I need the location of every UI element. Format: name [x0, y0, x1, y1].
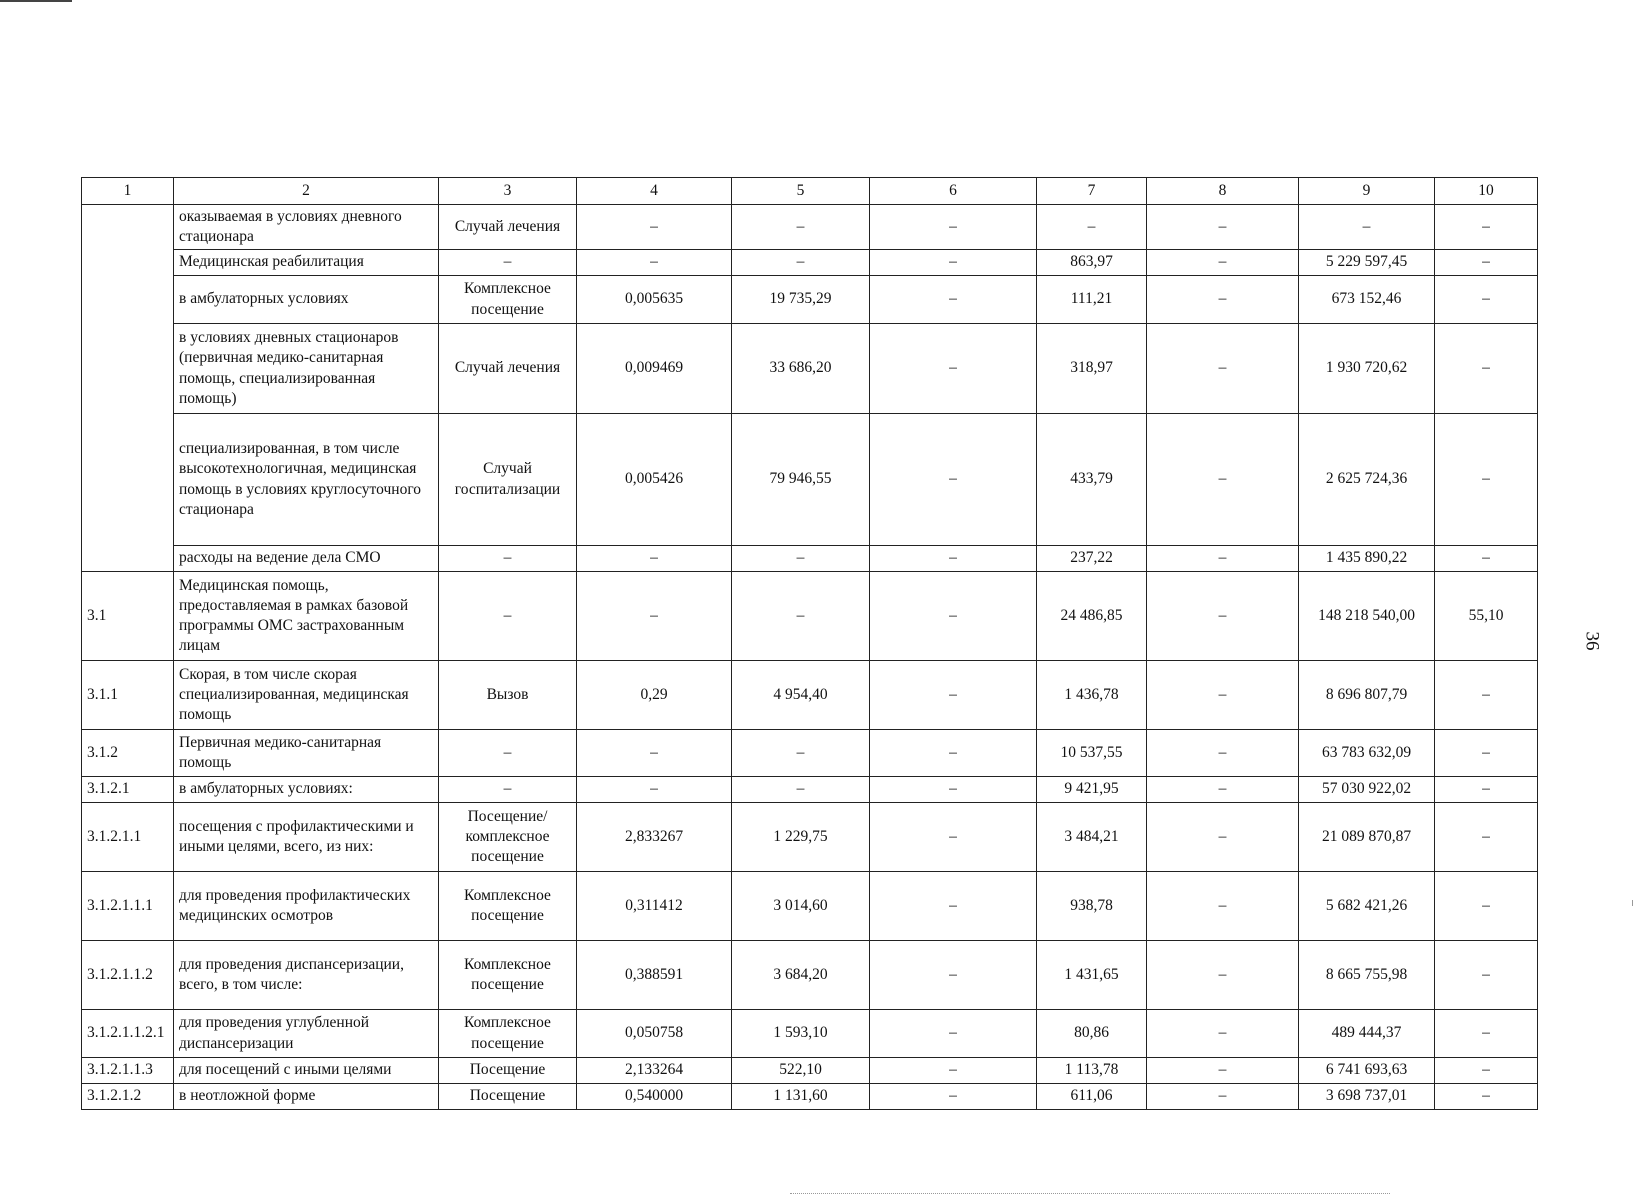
row-value: – — [1435, 803, 1538, 872]
header-cell: 9 — [1299, 178, 1435, 205]
row-value: – — [732, 777, 870, 803]
row-value: – — [870, 546, 1037, 572]
row-value: – — [1435, 205, 1538, 250]
row-value: 0,050758 — [577, 1010, 732, 1058]
table-row — [82, 1084, 1538, 1110]
row-value: 148 218 540,00 — [1299, 572, 1435, 661]
row-value: – — [870, 1010, 1037, 1058]
row-value: – — [870, 803, 1037, 872]
row-value: – — [1147, 324, 1299, 414]
row-code: 3.1.2.1.1.2 — [82, 941, 174, 1010]
row-value: 0,005426 — [577, 414, 732, 546]
row-value: – — [1435, 872, 1538, 941]
page-number: 36 — [1581, 631, 1603, 651]
row-value: 4 954,40 — [732, 661, 870, 730]
table-row — [82, 414, 1538, 546]
row-value: – — [870, 1058, 1037, 1084]
row-value: – — [1037, 205, 1147, 250]
row-code: 3.1 — [82, 572, 174, 661]
row-value: 5 682 421,26 — [1299, 872, 1435, 941]
row-value: – — [870, 1084, 1037, 1110]
row-value: – — [870, 324, 1037, 414]
row-value: – — [870, 414, 1037, 546]
row-value: 8 696 807,79 — [1299, 661, 1435, 730]
table-row — [82, 324, 1538, 414]
row-value: – — [577, 777, 732, 803]
row-unit: Вызов — [439, 661, 577, 730]
row-value: 2,833267 — [577, 803, 732, 872]
table-row — [82, 250, 1538, 276]
row-value: – — [1435, 941, 1538, 1010]
row-code: 3.1.2.1.2 — [82, 1084, 174, 1110]
row-name: для проведения углубленной диспансеризации — [174, 1010, 439, 1058]
row-value: 3 484,21 — [1037, 803, 1147, 872]
row-code: 3.1.2 — [82, 730, 174, 777]
row-value: 2 625 724,36 — [1299, 414, 1435, 546]
row-value: 63 783 632,09 — [1299, 730, 1435, 777]
row-value: 33 686,20 — [732, 324, 870, 414]
row-value: 80,86 — [1037, 1010, 1147, 1058]
row-value: 237,22 — [1037, 546, 1147, 572]
top-rule — [0, 0, 72, 2]
header-cell: 2 — [174, 178, 439, 205]
header-cell: 1 — [82, 178, 174, 205]
row-name: в амбулаторных условиях: — [174, 777, 439, 803]
row-name: оказываемая в условиях дневного стационара — [174, 205, 439, 250]
row-value: – — [577, 572, 732, 661]
row-value: – — [1147, 572, 1299, 661]
row-value: 1 113,78 — [1037, 1058, 1147, 1084]
row-value: 489 444,37 — [1299, 1010, 1435, 1058]
row-value: 863,97 — [1037, 250, 1147, 276]
row-value: – — [1435, 546, 1538, 572]
row-value: 57 030 922,02 — [1299, 777, 1435, 803]
row-value: 1 930 720,62 — [1299, 324, 1435, 414]
header-row — [82, 178, 1538, 205]
row-code: 3.1.2.1.1 — [82, 803, 174, 872]
row-value: 611,06 — [1037, 1084, 1147, 1110]
margin-mark — [1632, 900, 1633, 906]
row-value: 1 593,10 — [732, 1010, 870, 1058]
row-value: – — [1147, 250, 1299, 276]
row-value: 0,388591 — [577, 941, 732, 1010]
row-value: 1 431,65 — [1037, 941, 1147, 1010]
row-value: – — [870, 276, 1037, 324]
row-value: 522,10 — [732, 1058, 870, 1084]
row-name: для проведения профилактических медицинских осмотров — [174, 872, 439, 941]
row-value: 10 537,55 — [1037, 730, 1147, 777]
header-cell: 8 — [1147, 178, 1299, 205]
row-value: – — [1147, 1084, 1299, 1110]
row-value: – — [577, 546, 732, 572]
row-value: – — [1299, 205, 1435, 250]
row-value: – — [1435, 1058, 1538, 1084]
row-value: – — [1435, 276, 1538, 324]
row-value: 0,540000 — [577, 1084, 732, 1110]
row-value: – — [1147, 276, 1299, 324]
row-value: – — [1435, 414, 1538, 546]
row-value: 8 665 755,98 — [1299, 941, 1435, 1010]
row-unit: Посещение — [439, 1084, 577, 1110]
row-value: – — [732, 205, 870, 250]
header-cell: 5 — [732, 178, 870, 205]
row-value: 3 698 737,01 — [1299, 1084, 1435, 1110]
row-value: – — [870, 205, 1037, 250]
row-value: – — [1147, 941, 1299, 1010]
row-unit: Посещение/ комплексное посещение — [439, 803, 577, 872]
row-value: 0,009469 — [577, 324, 732, 414]
row-value: – — [1435, 1010, 1538, 1058]
table-row — [82, 941, 1538, 1010]
row-unit: Случай лечения — [439, 324, 577, 414]
table-row — [82, 872, 1538, 941]
row-name: для проведения диспансеризации, всего, в том числе: — [174, 941, 439, 1010]
table-row — [82, 661, 1538, 730]
row-name: в амбулаторных условиях — [174, 276, 439, 324]
row-value: – — [870, 572, 1037, 661]
row-code: 3.1.2.1.1.1 — [82, 872, 174, 941]
row-value: 1 131,60 — [732, 1084, 870, 1110]
row-unit: Комплексное посещение — [439, 941, 577, 1010]
row-name: посещения с профилактическими и иными целями, всего, из них: — [174, 803, 439, 872]
row-value: – — [1147, 872, 1299, 941]
header-cell: 6 — [870, 178, 1037, 205]
row-value: 9 421,95 — [1037, 777, 1147, 803]
row-value: – — [577, 250, 732, 276]
row-unit: – — [439, 730, 577, 777]
row-name: в условиях дневных стационаров (первичная медико-санитарная помощь, специализированная помощь) — [174, 324, 439, 414]
row-value: 3 684,20 — [732, 941, 870, 1010]
table-row — [82, 1010, 1538, 1058]
row-value: – — [1147, 777, 1299, 803]
row-code: 3.1.2.1 — [82, 777, 174, 803]
table-row — [82, 546, 1538, 572]
row-value: 55,10 — [1435, 572, 1538, 661]
row-value: – — [1147, 730, 1299, 777]
scan-artifact — [790, 1193, 1390, 1196]
row-value: 1 435 890,22 — [1299, 546, 1435, 572]
row-value: – — [870, 730, 1037, 777]
table-row — [82, 276, 1538, 324]
row-value: – — [1435, 250, 1538, 276]
header-cell: 3 — [439, 178, 577, 205]
row-unit: – — [439, 250, 577, 276]
row-unit: Комплексное посещение — [439, 872, 577, 941]
row-value: – — [1435, 324, 1538, 414]
row-unit: Комплексное посещение — [439, 1010, 577, 1058]
row-value: – — [870, 250, 1037, 276]
row-value: – — [1147, 803, 1299, 872]
row-name: для посещений с иными целями — [174, 1058, 439, 1084]
table-row — [82, 730, 1538, 777]
table-row — [82, 572, 1538, 661]
row-value: – — [1147, 1058, 1299, 1084]
row-value: 318,97 — [1037, 324, 1147, 414]
row-value: – — [1147, 661, 1299, 730]
row-value: 433,79 — [1037, 414, 1147, 546]
header-cell: 7 — [1037, 178, 1147, 205]
row-value: – — [732, 572, 870, 661]
row-value: – — [1147, 1010, 1299, 1058]
row-code — [82, 205, 174, 572]
row-unit: Случай лечения — [439, 205, 577, 250]
row-value: – — [1147, 546, 1299, 572]
header-cell: 10 — [1435, 178, 1538, 205]
row-value: 1 436,78 — [1037, 661, 1147, 730]
row-value: – — [732, 730, 870, 777]
row-name: расходы на ведение дела СМО — [174, 546, 439, 572]
row-name: Первичная медико-санитарная помощь — [174, 730, 439, 777]
row-value: 6 741 693,63 — [1299, 1058, 1435, 1084]
row-value: 24 486,85 — [1037, 572, 1147, 661]
row-value: 673 152,46 — [1299, 276, 1435, 324]
row-value: – — [1435, 1084, 1538, 1110]
row-unit: – — [439, 546, 577, 572]
row-name: Скорая, в том числе скорая специализированная, медицинская помощь — [174, 661, 439, 730]
row-value: 0,005635 — [577, 276, 732, 324]
row-unit: Посещение — [439, 1058, 577, 1084]
row-value: 0,311412 — [577, 872, 732, 941]
row-value: 5 229 597,45 — [1299, 250, 1435, 276]
row-name: Медицинская реабилитация — [174, 250, 439, 276]
row-value: – — [577, 205, 732, 250]
row-value: 938,78 — [1037, 872, 1147, 941]
row-value: 3 014,60 — [732, 872, 870, 941]
table-row — [82, 803, 1538, 872]
row-unit: Случай госпитализации — [439, 414, 577, 546]
row-name: в неотложной форме — [174, 1084, 439, 1110]
row-value: – — [1147, 205, 1299, 250]
row-value: 21 089 870,87 — [1299, 803, 1435, 872]
row-value: – — [870, 777, 1037, 803]
row-name: специализированная, в том числе высокотехнологичная, медицинская помощь в условиях круглосуточного стационара — [174, 414, 439, 546]
row-value: – — [1147, 414, 1299, 546]
row-value: 2,133264 — [577, 1058, 732, 1084]
row-value: – — [870, 661, 1037, 730]
row-value: – — [1435, 730, 1538, 777]
row-code: 3.1.1 — [82, 661, 174, 730]
row-value: 111,21 — [1037, 276, 1147, 324]
row-value: – — [1435, 661, 1538, 730]
row-value: – — [732, 546, 870, 572]
row-value: 0,29 — [577, 661, 732, 730]
row-value: – — [732, 250, 870, 276]
row-value: 1 229,75 — [732, 803, 870, 872]
table-row — [82, 1058, 1538, 1084]
table-row — [82, 205, 1538, 250]
row-unit: Комплексное посещение — [439, 276, 577, 324]
row-value: 19 735,29 — [732, 276, 870, 324]
row-value: – — [870, 872, 1037, 941]
row-name: Медицинская помощь, предоставляемая в рамках базовой программы ОМС застрахованным лицам — [174, 572, 439, 661]
data-table — [81, 177, 1538, 1110]
row-code: 3.1.2.1.1.2.1 — [82, 1010, 174, 1058]
row-value: – — [577, 730, 732, 777]
row-value: – — [870, 941, 1037, 1010]
row-value: – — [1435, 777, 1538, 803]
table-row — [82, 777, 1538, 803]
header-cell: 4 — [577, 178, 732, 205]
row-value: 79 946,55 — [732, 414, 870, 546]
row-unit: – — [439, 777, 577, 803]
row-code: 3.1.2.1.1.3 — [82, 1058, 174, 1084]
row-unit: – — [439, 572, 577, 661]
